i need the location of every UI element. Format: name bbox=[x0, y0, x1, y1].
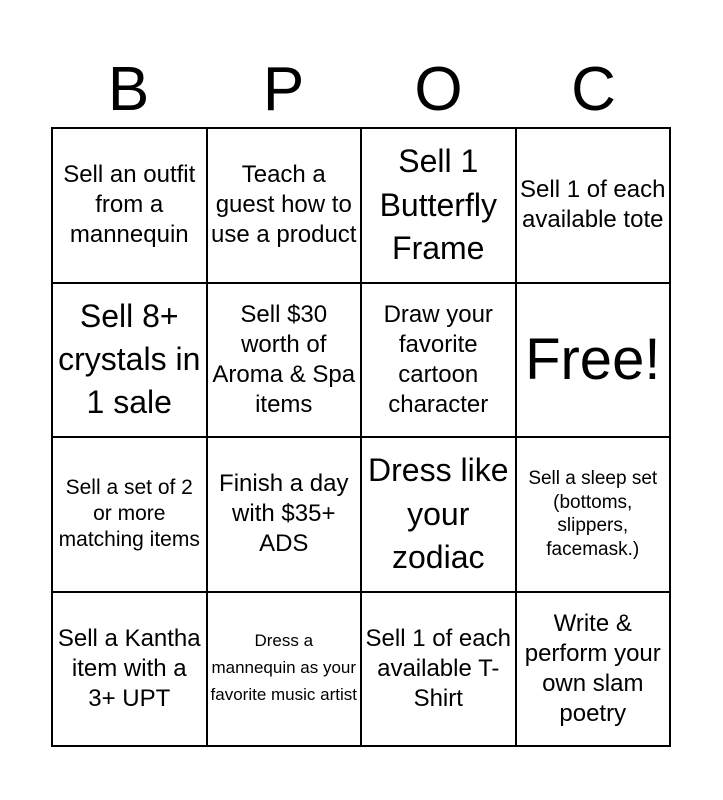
header-letter-b: B bbox=[107, 55, 150, 124]
bingo-cell-1[interactable]: Sell an outfit from a mannequin bbox=[52, 128, 207, 283]
bingo-cell-7[interactable]: Draw your favorite cartoon character bbox=[361, 283, 516, 438]
free-space-cell[interactable]: Free! bbox=[516, 283, 671, 438]
bingo-cell-10[interactable]: Finish a day with $35+ ADS bbox=[207, 437, 362, 592]
bingo-cell-9[interactable]: Sell a set of 2 or more matching items bbox=[52, 437, 207, 592]
bingo-cell-3[interactable]: Sell 1 Butterfly Frame bbox=[361, 128, 516, 283]
bingo-board bbox=[51, 127, 671, 747]
bingo-cell-6[interactable]: Sell $30 worth of Aroma & Spa items bbox=[207, 283, 362, 438]
header-letter-c: C bbox=[571, 55, 616, 124]
header-letter-o: O bbox=[414, 55, 463, 124]
header-letter-p: P bbox=[262, 55, 305, 124]
bingo-cell-12[interactable]: Sell a sleep set (bottoms, slippers, facemask.) bbox=[516, 437, 671, 592]
bingo-cell-2[interactable]: Teach a guest how to use a product bbox=[207, 128, 362, 283]
bingo-cell-16[interactable]: Write & perform your own slam poetry bbox=[516, 592, 671, 747]
bingo-cell-14[interactable]: Dress a mannequin as your favorite music artist bbox=[207, 592, 362, 747]
bingo-header bbox=[51, 52, 671, 128]
bingo-cell-4[interactable]: Sell 1 of each available tote bbox=[516, 128, 671, 283]
bingo-cell-15[interactable]: Sell 1 of each available T-Shirt bbox=[361, 592, 516, 747]
bingo-cell-13[interactable]: Sell a Kantha item with a 3+ UPT bbox=[52, 592, 207, 747]
bingo-cell-5[interactable]: Sell 8+ crystals in 1 sale bbox=[52, 283, 207, 438]
bingo-cell-11[interactable]: Dress like your zodiac bbox=[361, 437, 516, 592]
